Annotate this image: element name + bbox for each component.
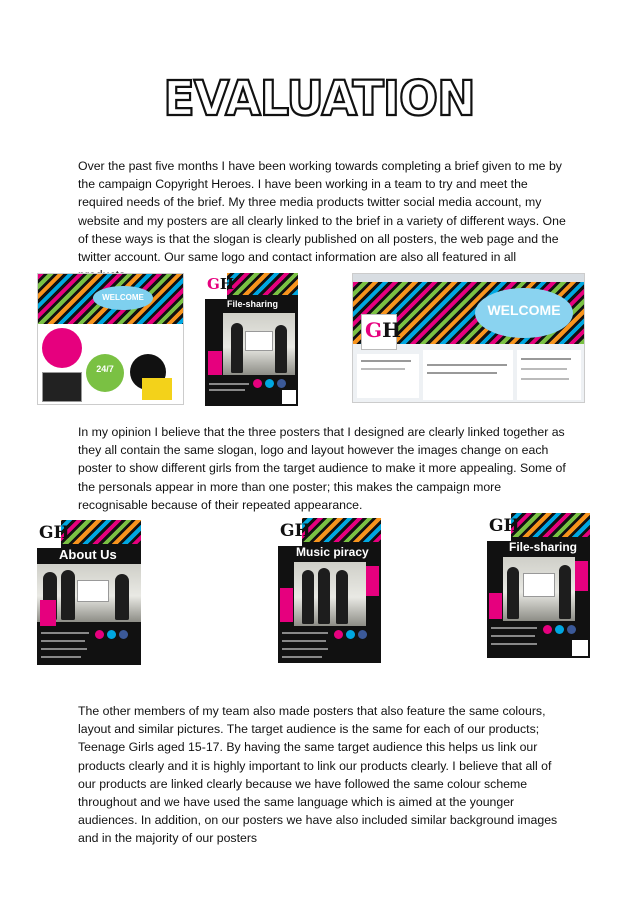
poster-heading: File-sharing [227,299,279,309]
poster-heading: About Us [59,547,117,562]
poster-file-sharing [487,513,590,658]
website-yellow-box [142,378,172,400]
poster-heading: File-sharing [509,540,578,554]
twitter-logo: GH [365,318,401,342]
poster-music-piracy [278,518,381,663]
website-welcome-badge: WELCOME [93,286,153,310]
poster-logo: GH [207,275,234,293]
intro-paragraph: Over the past five months I have been working towards completing a brief given to me by the campaign Copyright Heroes. I have been working in a team to try and meet the required needs of the brief. My three media products twitter social media account, my website and my posters are all clearly linked to the brief in a variety of different ways. One of these ways is that the slogan is clearly published on all posters, the web page and the twitter account. Our same logo and contact information are also all featured in all [78,159,566,265]
poster-logo: GH [280,521,311,541]
page-title: EVALUATION [163,69,475,127]
website-video-thumb [42,372,82,402]
poster-heading: Music piracy [296,545,369,559]
website-circle-green: 24/7 [86,354,124,392]
poster-about-us [37,520,141,665]
twitter-screenshot [352,273,585,403]
poster-logo: GH [489,516,520,536]
team-paragraph: The other members of my team also made posters that also feature the same colours, layout and similar pictures. The target audience is the same for each of our products; Teenage Girls aged 15-17. By having the same target audience this helps us link our products clearly and it is highly important to link our products clearly. I believe that all of our products are linked clearly because we have followed the same colour scheme throughout and we have used the same language which is aimed at the younger audiences. In addition, on our posters we have also included similar background images and in the majority of our posters [78,704,558,846]
website-circle-pink [42,328,82,368]
poster-file-sharing-small [205,273,298,406]
twitter-welcome-badge: WELCOME [475,288,573,338]
posters-paragraph: In my opinion I believe that the three posters that I designed are clearly linked together as they all contain the same slogan, logo and layout however the images change on each poster to show different girls from the target audience to make it more appealing. Some of the personals appear in more than one poster; this makes the campaign more recognisable because of their repeated appearance. [78,425,566,512]
poster-logo: GH [39,523,70,543]
website-screenshot [37,273,184,405]
